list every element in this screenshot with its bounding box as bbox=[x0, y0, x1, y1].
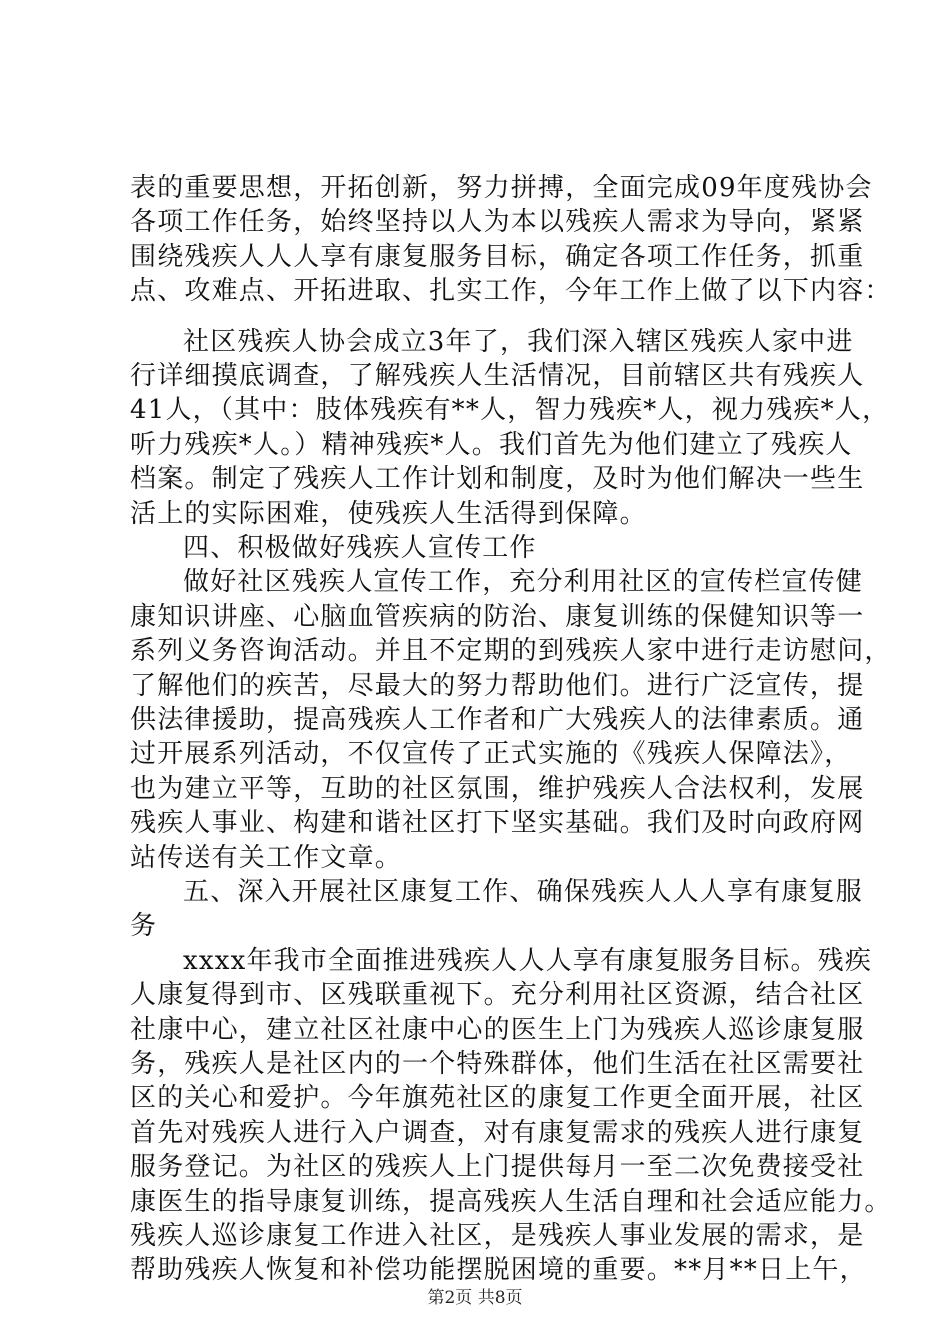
text-line: 人康复得到市、区残联重视下。充分利用社区资源，结合社区 bbox=[130, 980, 865, 1010]
text-line: 听力残疾*人。）精神残疾*人。我们首先为他们建立了残疾人 bbox=[130, 430, 853, 460]
text-line: 行详细摸底调查，了解残疾人生活情况，目前辖区共有残疾人 bbox=[130, 361, 865, 391]
text-line: 服务登记。为社区的残疾人上门提供每月一至二次免费接受社 bbox=[130, 1152, 865, 1182]
text-line: 务，残疾人是社区内的一个特殊群体，他们生活在社区需要社 bbox=[130, 1049, 865, 1079]
text-line: 41人，（其中：肢体残疾有**人，智力残疾*人，视力残疾*人， bbox=[130, 395, 890, 425]
section-heading: 四、积极做好残疾人宣传工作 bbox=[183, 533, 537, 563]
text-line: 残疾人事业、构建和谐社区打下坚实基础。我们及时向政府网 bbox=[130, 808, 865, 838]
text-line: 点、攻难点、开拓进取、扎实工作，今年工作上做了以下内容： bbox=[130, 276, 892, 306]
text-line: 康知识讲座、心脑血管疾病的防治、康复训练的保健知识等一 bbox=[130, 602, 865, 632]
text-line: 表的重要思想，开拓创新，努力拼搏，全面完成09年度残协会 bbox=[130, 173, 873, 203]
text-line: 康医生的指导康复训练，提高残疾人生活自理和社会适应能力。 bbox=[130, 1187, 892, 1217]
text-line: 也为建立平等，互助的社区氛围，维护残疾人合法权利，发展 bbox=[130, 774, 865, 804]
text-line: 了解他们的疾苦，尽最大的努力帮助他们。进行广泛宣传，提 bbox=[130, 671, 865, 701]
text-line: 过开展系列活动，不仅宣传了正式实施的《残疾人保障法》， bbox=[130, 739, 852, 769]
text-line: 社康中心，建立社区社康中心的医生上门为残疾人巡诊康复服 bbox=[130, 1015, 865, 1045]
page-number-footer: 第2页 共8页 bbox=[427, 1288, 523, 1308]
text-line: 档案。制定了残疾人工作计划和制度，及时为他们解决一些生 bbox=[130, 464, 865, 494]
text-line: 社区残疾人协会成立3年了，我们深入辖区残疾人家中进 bbox=[183, 327, 854, 357]
text-line: 围绕残疾人人人享有康复服务目标，确定各项工作任务，抓重 bbox=[130, 242, 865, 272]
text-line: 各项工作任务，始终坚持以人为本以残疾人需求为导向，紧紧 bbox=[130, 207, 865, 237]
text-line: xxxx年我市全面推进残疾人人人享有康复服务目标。残疾 bbox=[183, 946, 873, 976]
text-line: 做好社区残疾人宣传工作，充分利用社区的宣传栏宣传健 bbox=[183, 567, 864, 597]
text-line: 残疾人巡诊康复工作进入社区，是残疾人事业发展的需求，是 bbox=[130, 1221, 865, 1251]
text-line: 系列义务咨询活动。并且不定期的到残疾人家中进行走访慰问， bbox=[130, 636, 892, 666]
text-line: 区的关心和爱护。今年旗苑社区的康复工作更全面开展，社区 bbox=[130, 1083, 865, 1113]
text-line: 站传送有关工作文章。 bbox=[130, 843, 403, 873]
text-line: 活上的实际困难，使残疾人生活得到保障。 bbox=[130, 499, 647, 529]
section-heading: 五、深入开展社区康复工作、确保残疾人人人享有康复服 bbox=[183, 877, 864, 907]
text-line: 帮助残疾人恢复和补偿功能摆脱困境的重要。**月**日上午， bbox=[130, 1255, 867, 1285]
text-line: 首先对残疾人进行入户调查，对有康复需求的残疾人进行康复 bbox=[130, 1118, 865, 1148]
text-line: 供法律援助，提高残疾人工作者和广大残疾人的法律素质。通 bbox=[130, 705, 865, 735]
section-heading-continued: 务 bbox=[130, 911, 158, 941]
